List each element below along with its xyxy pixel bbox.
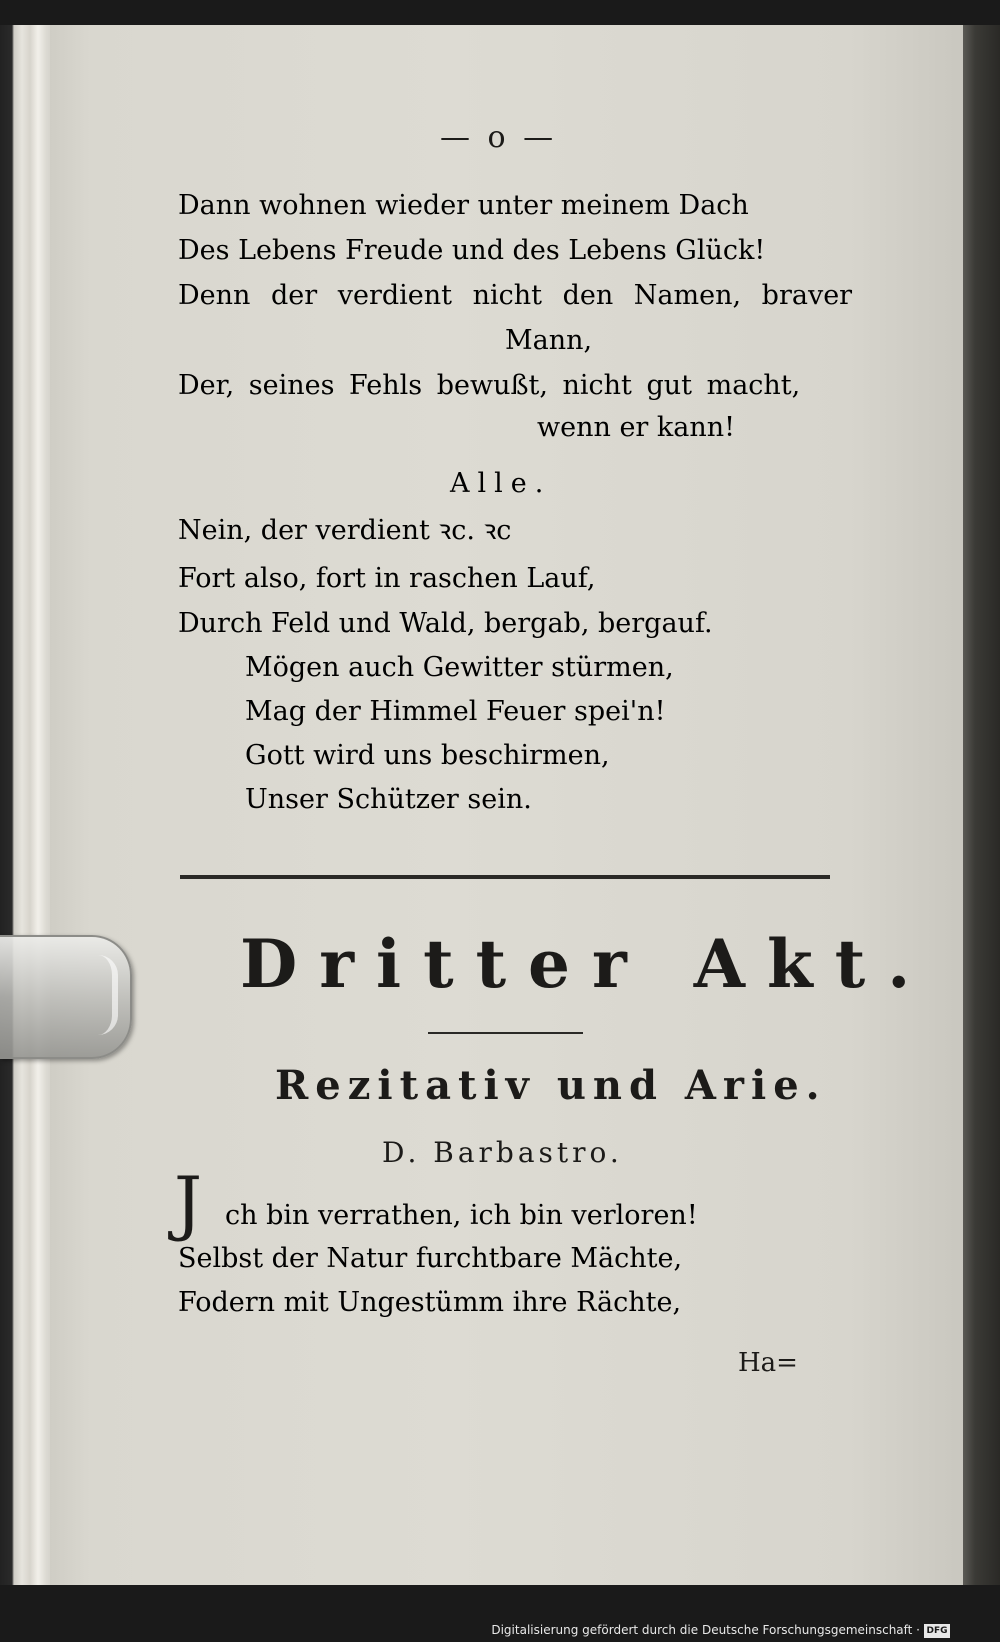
page-clip <box>0 935 132 1059</box>
drop-capital: J <box>174 1162 203 1244</box>
verse-line: ch bin verrathen, ich bin verloren! <box>225 1200 698 1231</box>
verse-line: Der, seines Fehls bewußt, nicht gut macht, <box>178 370 801 401</box>
catchword: Ha= <box>738 1348 798 1378</box>
page-header: — o — <box>440 120 558 155</box>
chorus-line: Nein, der verdient ꝛc. ꝛc <box>178 515 512 546</box>
footer-bar <box>0 1621 1000 1642</box>
verse-line: Selbst der Natur furchtbare Mächte, <box>178 1243 683 1274</box>
verse-line: Gott wird uns beschirmen, <box>245 740 610 771</box>
footer-credit: Digitalisierung gefördert durch die Deutsche Forschungsgemeinschaft · <box>491 1623 920 1637</box>
verse-line: Unser Schützer sein. <box>245 784 532 815</box>
dfg-logo-icon: DFG <box>924 1624 950 1638</box>
verse-line: Durch Feld und Wald, bergab, bergauf. <box>178 608 713 639</box>
section-divider <box>180 875 830 879</box>
verse-line: Mögen auch Gewitter stürmen, <box>245 652 674 683</box>
act-title: Dritter Akt. <box>240 925 933 1003</box>
verse-line: Denn der verdient nicht den Namen, braver <box>178 280 853 311</box>
verse-line: Des Lebens Freude und des Lebens Glück! <box>178 235 766 266</box>
verse-line-continuation: wenn er kann! <box>537 412 736 443</box>
verse-line: Dann wohnen wieder unter meinem Dach <box>178 190 749 221</box>
verse-line: Fodern mit Ungestümm ihre Rächte, <box>178 1287 682 1318</box>
title-underline <box>428 1032 583 1034</box>
verse-line: Mag der Himmel Feuer spei'n! <box>245 696 666 727</box>
verse-line-continuation: Mann, <box>505 325 593 356</box>
verse-line: Fort also, fort in raschen Lauf, <box>178 563 596 594</box>
chorus-label: Alle. <box>450 468 552 499</box>
aria-title: Rezitativ und Arie. <box>275 1062 827 1109</box>
book-binding-shadow <box>963 25 1000 1585</box>
speaker-name: D. Barbastro. <box>382 1136 623 1169</box>
